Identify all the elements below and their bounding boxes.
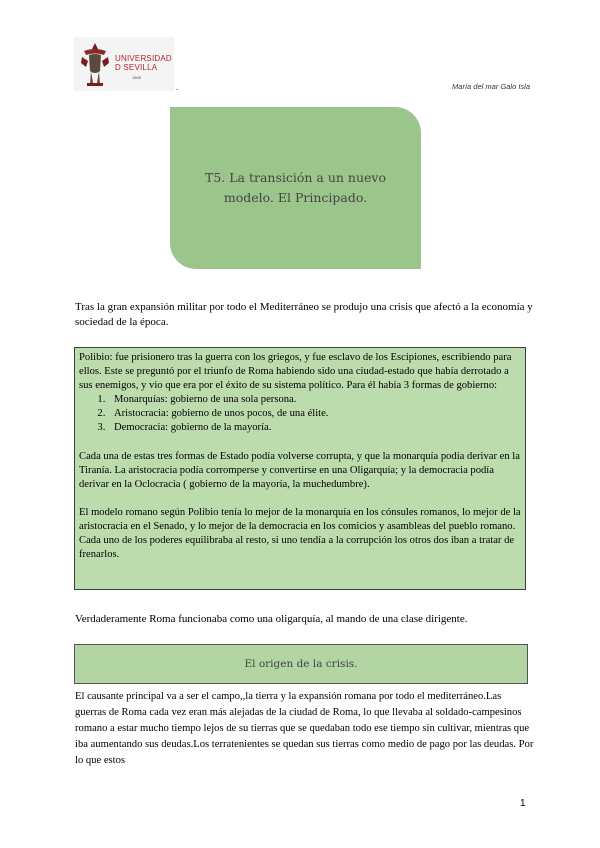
list-item: 2. Aristocracia: gobierno de unos pocos, de una élite.	[108, 407, 521, 421]
polibio-paragraph-1: Polibio: fue prisionero tras la guerra con los griegos, y fue esclavo de los Escipiones, escribiendo para ellos. Este se preguntó por el triunfo de Roma habiendo sido una ciudad-estado que había derrotado a sus enemigos, y vio que era por el éxito de su sistema político. Para él había 3 formas de gobierno:	[79, 352, 512, 392]
polibio-box	[74, 347, 526, 590]
university-crest-icon	[78, 41, 112, 87]
polibio-paragraph-2: Cada una de estas tres formas de Estado podía volverse corrupta, y que la monarquía podía derivar en la Tiranía. La aristocracia podía corromperse y convertirse en una Oligarquía; y la democracia podía derivar en la Oclocracia ( gobierno de la mayoría, la muchedumbre).	[79, 450, 520, 490]
polibio-paragraph-3: El modelo romano según Polibio tenía lo mejor de la monarquía en los cónsules romanos, lo mejor de la aristocracia en el Senado, y lo mejor de la democracia en los comicios y asambleas del pueblo romano.	[79, 506, 521, 532]
logo-line-1: UNIVERSIDAD	[115, 54, 172, 63]
list-item: 1. Monarquías: gobierno de una sola persona.	[108, 393, 521, 407]
page-number: 1	[520, 798, 526, 809]
intro-paragraph: Tras la gran expansión militar por todo el Mediterráneo se produjo una crisis que afectó a la economía y sociedad de la época.	[75, 301, 533, 328]
section-heading-box	[74, 644, 528, 684]
list-item: 3. Democracia: gobierno de la mayoría.	[108, 421, 521, 435]
logo-year: 1505	[132, 75, 141, 80]
government-forms-list	[79, 393, 521, 435]
author-name: María del mar Galo Isla	[452, 82, 530, 91]
page-title: T5. La transición a un nuevo modelo. El Principado.	[204, 170, 386, 205]
logo-line-2: D SEVILLA	[115, 63, 158, 72]
section-heading: El origen de la crisis.	[244, 658, 358, 670]
title-box	[170, 107, 421, 269]
header-dot: .	[176, 82, 179, 92]
oligarchy-paragraph: Verdaderamente Roma funcionaba como una oligarquía, al mando de una clase dirigente.	[75, 613, 468, 625]
university-logo	[74, 37, 174, 91]
body-paragraph: El causante principal va a ser el campo,,la tierra y la expansión romana por todo el mediterráneo.Las guerras de Roma cada vez eran más alejadas de la ciudad de Roma, lo que llevaba al soldado-campesinos romano a estar mucho tiempo lejos de su tierras que se quedaban todo ese tiempo sin cultivar, mientras que iba aumentando sus deudas.Los terratenientes se quedan sus tierras como medio de pago por las deudas. Por lo que estos	[75, 691, 534, 766]
polibio-paragraph-4: Cada uno de los poderes equilibraba al resto, si uno tendía a la corrupción los otros dos iban a tratar de frenarlos.	[79, 535, 515, 561]
